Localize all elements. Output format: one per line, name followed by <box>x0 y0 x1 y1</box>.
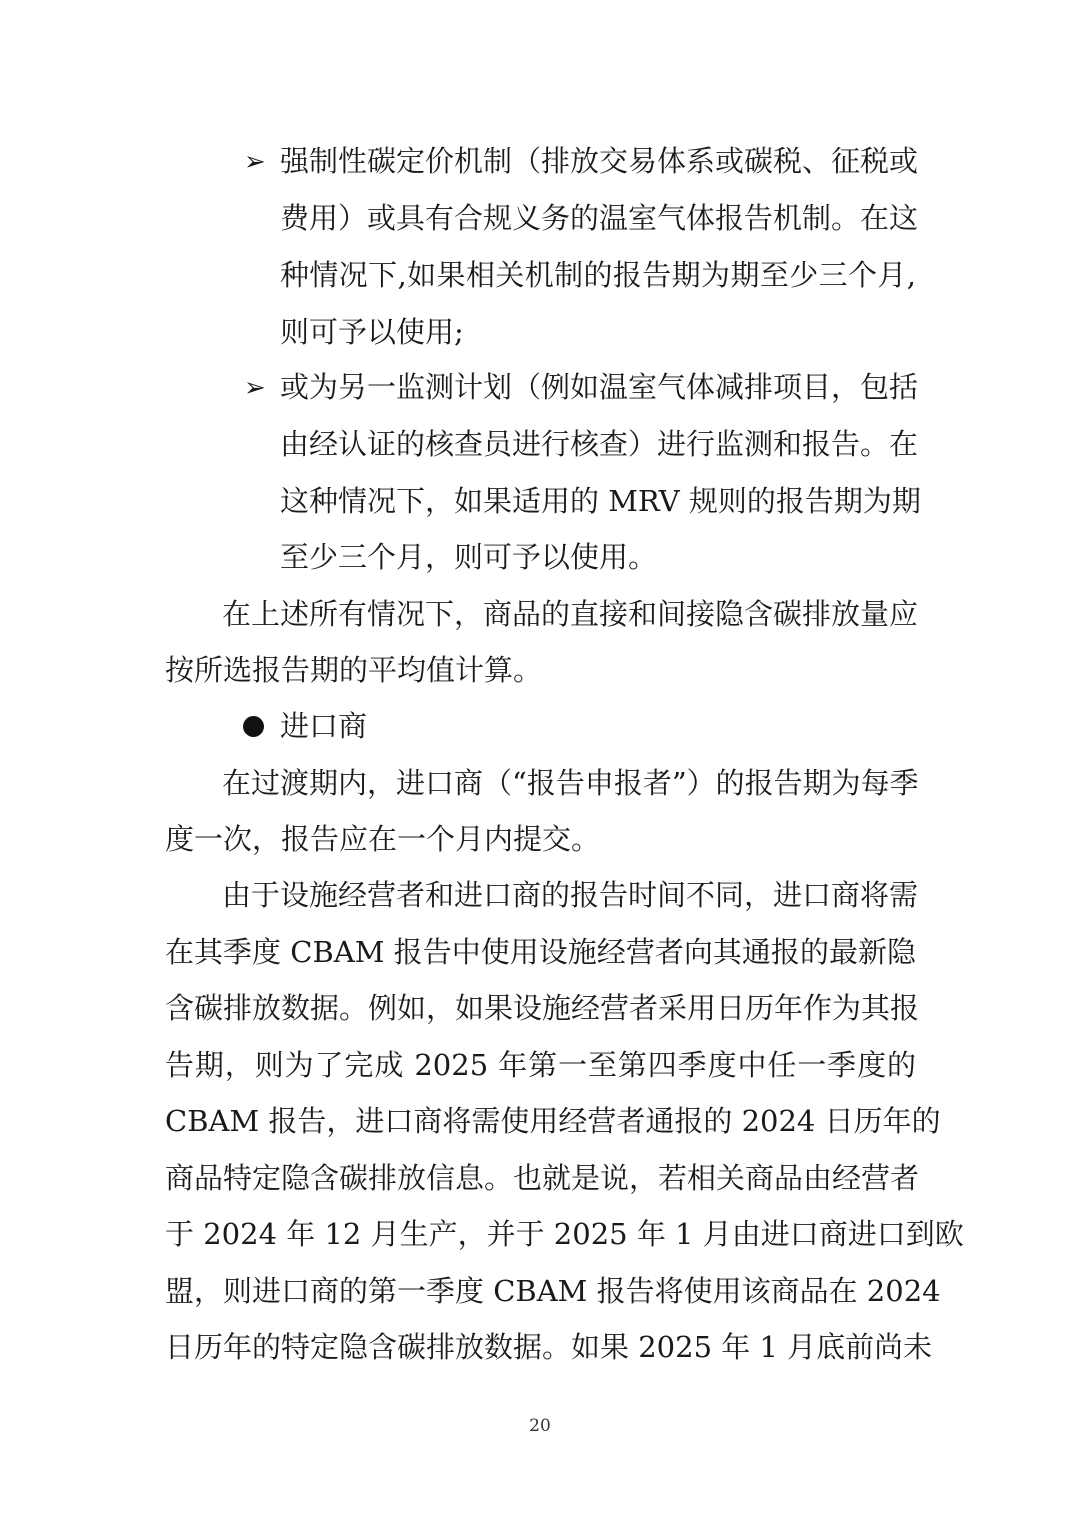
paragraph-3-line-7: 于 2024 年 12 月生产，并于 2025 年 1 月由进口商进口到欧 <box>165 1217 964 1251</box>
paragraph-1-line-2: 按所选报告期的平均值计算。 <box>165 653 543 687</box>
paragraph-3-line-3: 含碳排放数据。例如，如果设施经营者采用日历年作为其报 <box>165 991 920 1025</box>
page-number: 20 <box>529 1416 551 1436</box>
paragraph-3-line-4: 告期，则为了完成 2025 年第一至第四季度中任一季度的 <box>165 1048 916 1082</box>
paragraph-3-line-8: 盟，则进口商的第一季度 CBAM 报告将使用该商品在 2024 <box>165 1274 941 1308</box>
bullet-1-line-3: 种情况下,如果相关机制的报告期为期至少三个月, <box>280 258 916 292</box>
paragraph-3-line-5: CBAM 报告，进口商将需使用经营者通报的 2024 日历年的 <box>165 1104 941 1138</box>
bullet-2-line-4: 至少三个月，则可予以使用。 <box>280 540 658 574</box>
paragraph-3-line-2: 在其季度 CBAM 报告中使用设施经营者向其通报的最新隐 <box>165 935 916 969</box>
section-heading: 进口商 <box>280 709 368 743</box>
paragraph-1-line-1: 在上述所有情况下，商品的直接和间接隐含碳排放量应 <box>222 597 919 631</box>
bullet-2-line-1: 或为另一监测计划（例如温室气体减排项目，包括 <box>280 370 919 404</box>
paragraph-3-line-6: 商品特定隐含碳排放信息。也就是说，若相关商品由经营者 <box>165 1161 920 1195</box>
bullet-1-line-4: 则可予以使用; <box>280 315 464 349</box>
arrow-bullet-icon: ➢ <box>244 373 266 403</box>
bullet-2-line-3: 这种情况下，如果适用的 MRV 规则的报告期为期 <box>280 484 921 518</box>
paragraph-3-line-1: 由于设施经营者和进口商的报告时间不同，进口商将需 <box>222 878 919 912</box>
bullet-2-line-2: 由经认证的核查员进行核查）进行监测和报告。在 <box>280 427 919 461</box>
bullet-1-line-2: 费用）或具有合规义务的温室气体报告机制。在这 <box>280 201 919 235</box>
bullet-1-line-1: 强制性碳定价机制（排放交易体系或碳税、征税或 <box>280 144 919 178</box>
filled-circle-bullet-icon <box>243 716 264 737</box>
paragraph-2-line-1: 在过渡期内，进口商（“报告申报者”）的报告期为每季 <box>222 766 919 800</box>
paragraph-2-line-2: 度一次，报告应在一个月内提交。 <box>165 822 601 856</box>
arrow-bullet-icon: ➢ <box>244 147 266 177</box>
paragraph-3-line-9: 日历年的特定隐含碳排放数据。如果 2025 年 1 月底前尚未 <box>165 1330 933 1364</box>
